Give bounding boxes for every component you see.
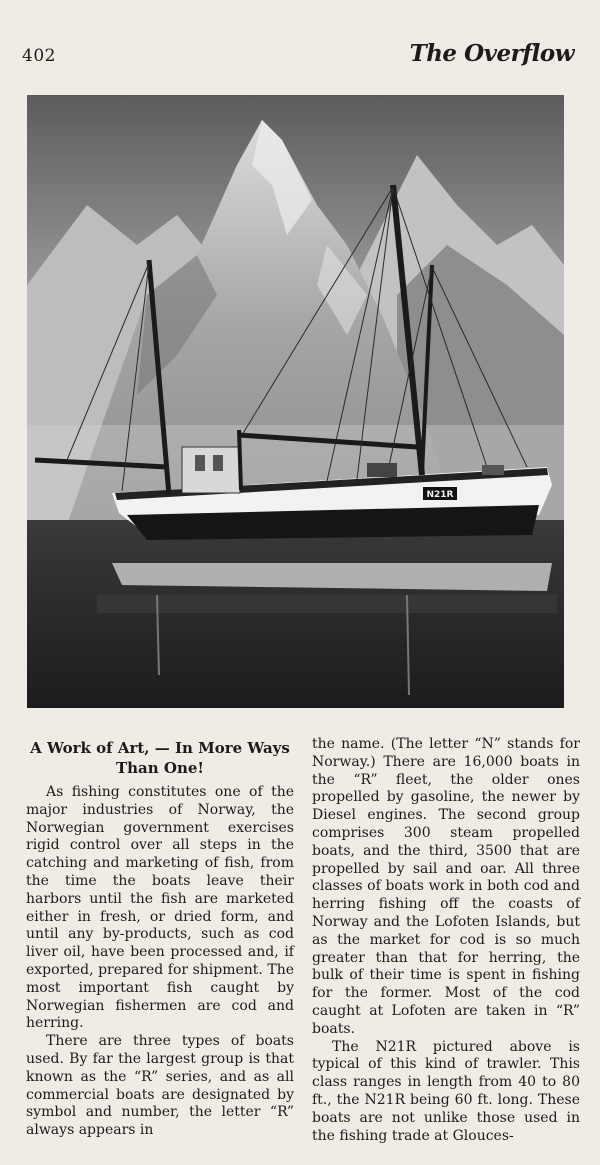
page-number: 402 (22, 46, 56, 66)
paragraph: As fishing constitutes one of the major industries of Norway, the Norwegian government exercises rigid control over all steps in the catching and marketing of fish, from the time the boats leave their harbors until the fish are marketed either in fresh, or dried form, and until any by-products, such as cod liver oil, have been processed and, if exported, prepared for shipment. The most important fish caught by Norwegian fishermen are cod and herring. (26, 784, 294, 1032)
masthead-logo: The Overflow (409, 40, 574, 67)
article-title (26, 738, 294, 778)
boat-registration-label: N21R (426, 490, 454, 500)
paragraph: The N21R pictured above is typical of this kind of trawler. This class ranges in length from 40 to 80 ft., the N21R being 60 ft. long. These boats are not unlike those used in the fishing trade at Glouces- (312, 1038, 580, 1144)
article-title-line2: Than One! (115, 759, 204, 777)
article-column-left (26, 784, 294, 1140)
article-title-line1: A Work of Art, — In More Ways (30, 739, 290, 757)
paragraph: There are three types of boats used. By far the largest group is that known as the “R” series, and as all commercial boats are designated by symbol and number, the letter “R” always appears in (26, 1033, 294, 1139)
article-column-right (312, 736, 580, 1145)
photo-fishing-boat (27, 95, 564, 708)
paragraph: the name. (The letter “N” stands for Norway.) There are 16,000 boats in the “R” fleet, the older ones propelled by gasoline, the newer by Diesel engines. The second group comprises 300 steam propelled boats, and the third, 3500 that are propelled by sail and oar. All three classes of boats work in both cod and herring fishing off the coasts of Norway and the Lofoten Islands, but as the market for cod is so much greater than that for herring, the bulk of their time is spent in fishing for the former. Most of the cod caught at Lofoten are taken in “R” boats. (312, 736, 580, 1037)
